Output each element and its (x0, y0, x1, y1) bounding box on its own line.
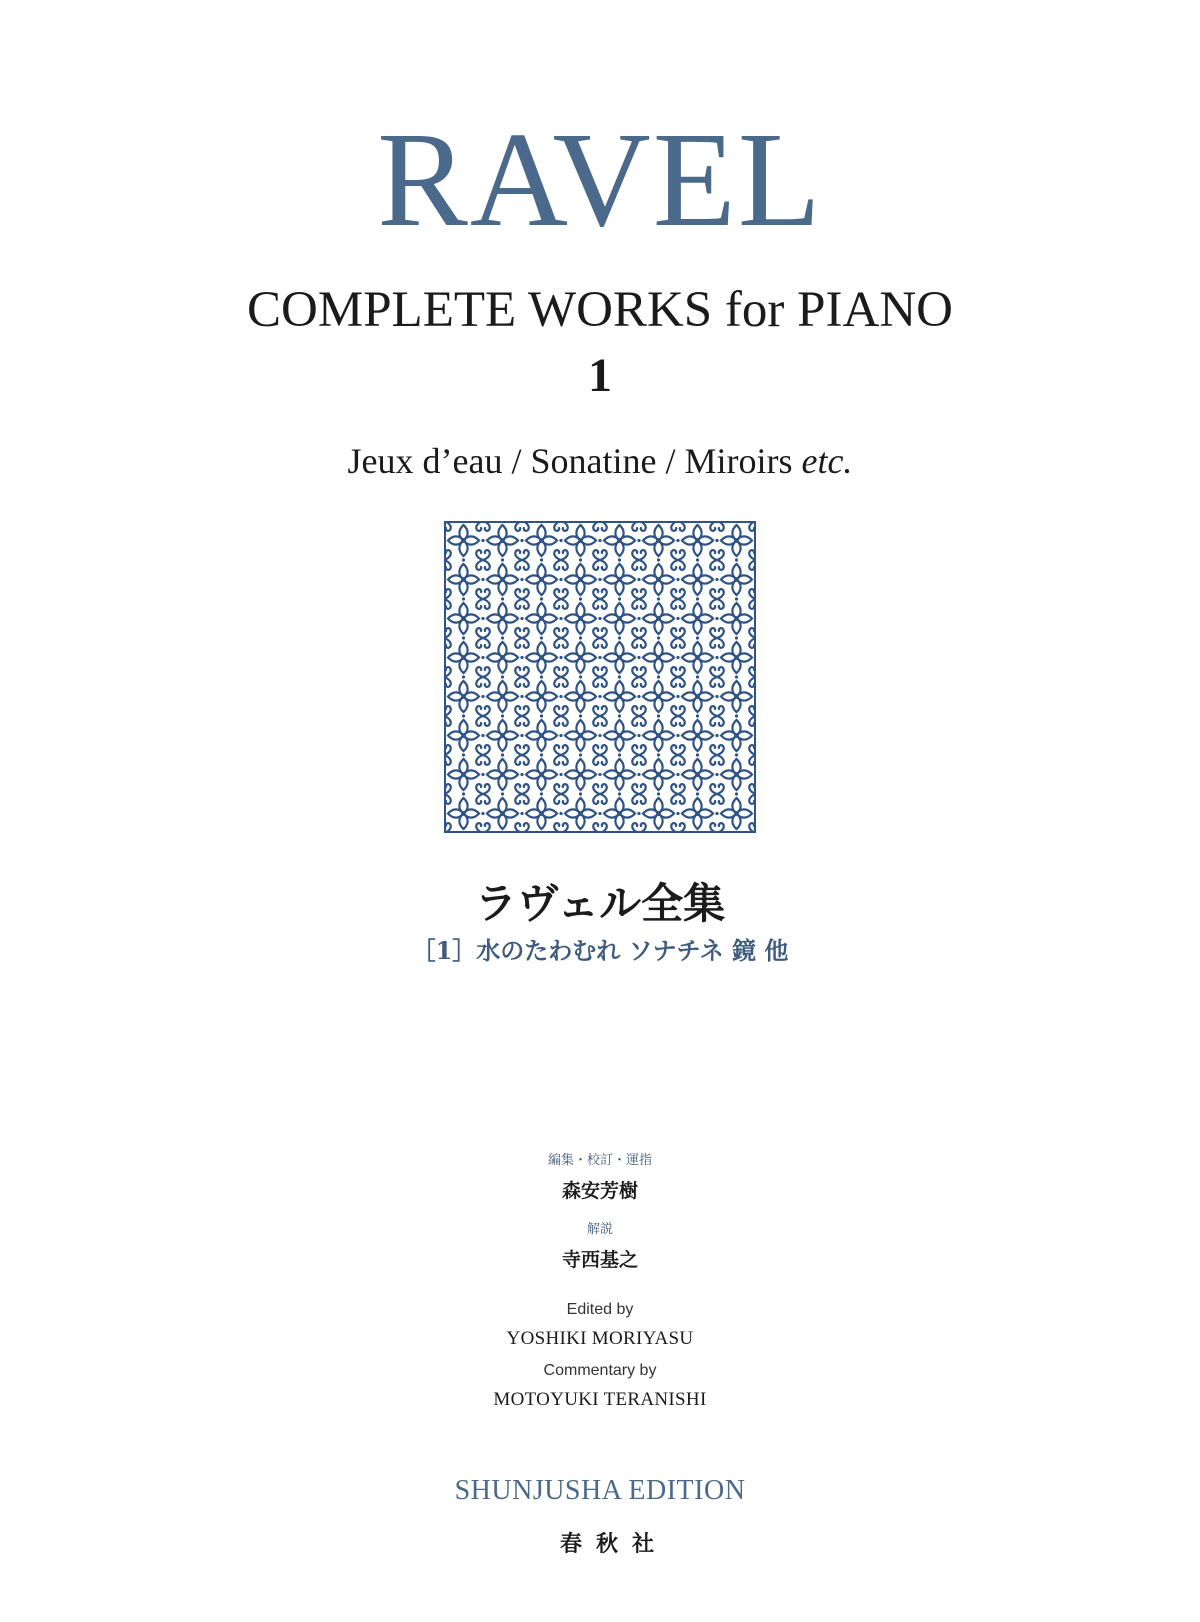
contents-works: Jeux d’eau / Sonatine / Miroirs (347, 441, 793, 481)
en-editor-name: YOSHIKI MORIYASU (506, 1328, 694, 1349)
en-editor-label: Edited by (566, 1301, 634, 1318)
publisher-name-en: SHUNJUSHA EDITION (454, 1475, 746, 1506)
contents-etc: etc. (801, 441, 853, 481)
composer-title: RAVEL (377, 105, 823, 255)
jp-commentary-label: 解説 (586, 1222, 613, 1237)
series-title: COMPLETE WORKS for PIANO (247, 282, 953, 338)
jp-editor-name: 森安芳樹 (561, 1180, 638, 1202)
japanese-title: ラヴェル全集 (474, 879, 726, 928)
contents-subtitle (0, 443, 1200, 479)
jp-commentary-name: 寺西基之 (561, 1249, 638, 1271)
japanese-subtitle: ［1］水のたわむれ ソナチネ 鏡 他 (411, 936, 789, 965)
ornamental-lattice-square-icon (444, 521, 756, 833)
jp-editor-label: 編集・校訂・運指 (547, 1153, 652, 1168)
volume-number: 1 (588, 349, 612, 402)
en-commentary-name: MOTOYUKI TERANISHI (493, 1389, 707, 1410)
publisher-name-jp: 春秋社 (559, 1531, 668, 1557)
en-commentary-label: Commentary by (543, 1362, 657, 1379)
